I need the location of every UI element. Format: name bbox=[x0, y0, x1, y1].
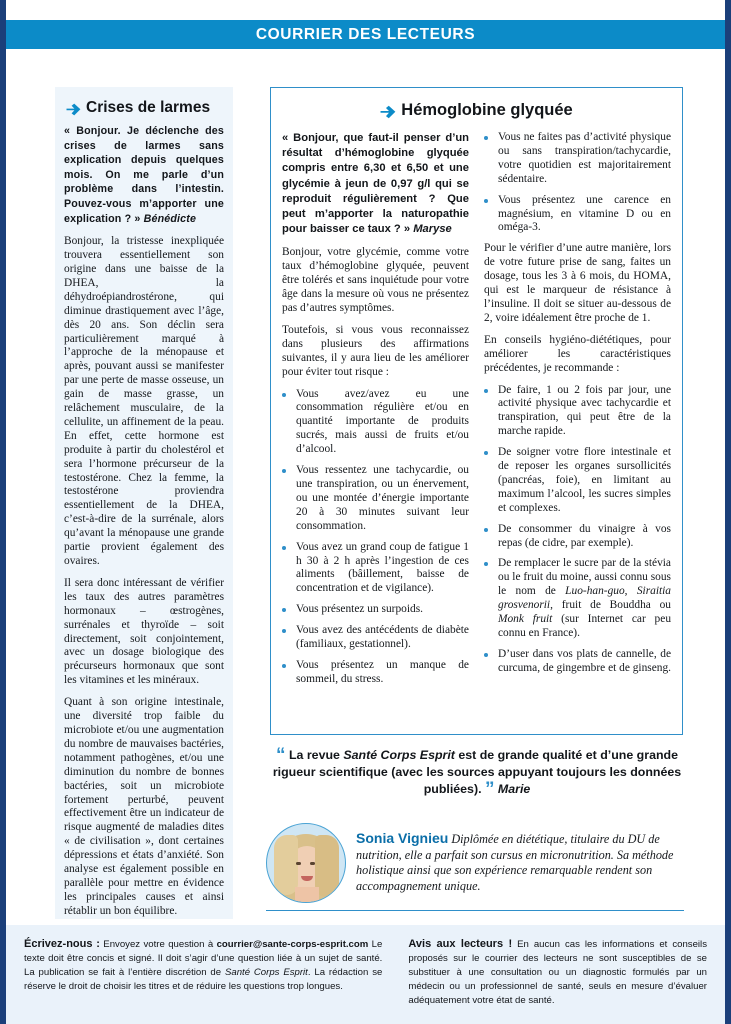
list-item: Vous avez/avez eu une consommation régulière et/ou en quantité importante de produits sucrés, mais aussi de fruits et/ou d’alcool. bbox=[282, 388, 469, 458]
left-paragraph-3: Quant à son origine intestinale, une diversité trop faible du microbiote et/ou une augmentation du nombre de mauvaises bactéries, notamment pathogènes, et/ou une diminution du nombre de bonnes bactéries, soit un microbiote fortement perturbé, peuvent effectivement être un indicateur de risque augmenté de maladies dites « de civilisation », dont certaines dépressions et états d’anxiété. Son analyse est également possible en parallèle pour mettre en évidence les principales causes et ainsi rétablir un bon équilibre. bbox=[64, 696, 224, 917]
author-name: Sonia Vignieu bbox=[356, 830, 449, 846]
feature-question-text: « Bonjour, que faut-il penser d’un résultat d’hémoglobine glyquée compris entre 6,30 et 6,50 et une glycémie à jeun de 0,97 g/l qui se reproduit régulièrement ? Que peut m’apporter la naturopathie pour baisser ce taux ? » bbox=[282, 132, 469, 236]
list-item: D’user dans vos plats de cannelle, de curcuma, de gingembre et de ginseng. bbox=[484, 648, 671, 676]
footer-right-body: En aucun cas les informations et conseils proposés sur le courrier des lecteurs ne sont susceptibles de se substituer à une consultation ou un diagnostic formulés par un médecin ou un professionnel de santé, seuls en mesure d’évaluer adéquatement votre état de santé. bbox=[408, 939, 707, 1006]
author-bio-text bbox=[356, 831, 682, 894]
left-question-text: « Bonjour. Je déclenche des crises de larmes sans explication depuis quelques mois. On me parle d’un problème dans l’intestin. Pouvez-vous m’apporter une explication ? » bbox=[64, 125, 224, 225]
left-article-heading bbox=[66, 99, 224, 117]
list-item: De soigner votre flore intestinale et de reposer les organes sursollicités (pancréas, foie), en limitant au maximum l’alcool, les sucres simples et complexes. bbox=[484, 446, 671, 516]
testimonial-text-after: est de grande qualité et d’une grande rigueur scientifique (avec les sources appuyant toujours les données publiées). bbox=[272, 748, 682, 796]
feature-heading bbox=[282, 101, 671, 120]
feature-left-bullet-list bbox=[282, 388, 469, 687]
footer-left-body-2: . La rédaction se réserve le droit de choisir les titres et de réduire les questions trop longues. bbox=[24, 967, 383, 992]
left-paragraph-1: Bonjour, la tristesse inexpliquée trouvera essentiellement son origine dans une baisse de la DHEA, la déhydroépiandrostérone, qui diminue drastiquement avec l’âge, dès 20 ans. Son déclin sera particulièrement marqué à l’approche de la ménopause et après, pouvant aussi se manifester par une perte de masse osseuse, un gain de masse grasse, un relâchement musculaire, de la cellulite, un affinement de la peau. En effet, cette hormone est produite à partir du cholestérol et sera l’hormone précurseur de la testostérone. Chez la femme, la testostérone proviendra essentiellement de la DHEA, c’est-à-dire de la surrénale, alors qu’avant la ménopause une grande partie provient également des ovaires. bbox=[64, 235, 224, 567]
footer-right-heading: Avis aux lecteurs ! bbox=[408, 938, 513, 950]
feature-right-bullet-list-bottom bbox=[484, 384, 671, 676]
feature-column-right bbox=[484, 131, 671, 694]
author-description: Diplômée en diététique, titulaire du DU de nutrition, elle a parfait son cursus en micronutrition. Sa méthode holistique ainsi que son expérience remarquable rendent son accompagnement unique. bbox=[356, 832, 674, 893]
main-content bbox=[0, 75, 731, 920]
list-item: Vous présentez un surpoids. bbox=[282, 603, 469, 617]
contact-email[interactable]: courrier@sante-corps-esprit.com bbox=[216, 939, 369, 950]
list-item: De remplacer le sucre par de la stévia ou le fruit du moine, aussi connu sous le nom de Luo-han-guo, Siraitia grosvenorii, fruit de Bouddha ou Monk fruit (sur Internet car peu connu en France). bbox=[484, 557, 671, 640]
left-article-title: Crises de larmes bbox=[86, 99, 211, 116]
page-footer bbox=[6, 925, 725, 1024]
section-banner bbox=[6, 20, 725, 49]
feature-right-paragraph-1: Pour le vérifier d’une autre manière, lors de votre future prise de sang, faites un dosage, tous les 3 à 6 mois, du HOMA, qui est le marqueur de résistance à l’insuline. Il doit se situer au-dessous de 2, voire idéalement être proche de 1. bbox=[484, 242, 671, 324]
feature-left-paragraph-1: Bonjour, votre glycémie, comme votre taux d’hémoglobine glyquée, peuvent être tolérés et sans inquiétude pour votre âge dans la mesure où vous ne présentez pas d’autres symptômes. bbox=[282, 246, 469, 315]
quote-open-icon: “ bbox=[276, 745, 286, 766]
list-item: Vous ressentez une tachycardie, ou une transpiration, ou un énervement, ou une montée d’énergie importante 20 à 30 minutes suivant leur consommation. bbox=[282, 464, 469, 534]
reader-testimonial bbox=[272, 747, 682, 798]
article-hemoglobine-glyquee bbox=[270, 87, 683, 735]
testimonial-text-before: La revue bbox=[288, 748, 344, 762]
footer-left-magazine: Santé Corps Esprit bbox=[224, 967, 308, 978]
feature-columns bbox=[282, 131, 671, 694]
author-bio bbox=[266, 823, 684, 911]
feature-column-left bbox=[282, 131, 469, 694]
left-paragraph-2: Il sera donc intéressant de vérifier les taux des autres paramètres hormonaux – œstrogènes, surrénales et thyroïde – soit directement, soit conjointement, avec un dosage biologique des précurseurs hormonaux que sont les vitamines et les minéraux. bbox=[64, 576, 224, 687]
list-item: Vous présentez une carence en magnésium, en vitamine D ou en oméga-3. bbox=[484, 194, 671, 236]
footer-left-body-1: Le texte doit être concis et signé. Il doit s’agir d’une question liée à un sujet de santé. La publication se fait à l’entière discrétion de bbox=[24, 939, 383, 978]
list-item: Vous avez des antécédents de diabète (familiaux, gestationnel). bbox=[282, 624, 469, 652]
left-question-signature: Bénédicte bbox=[143, 212, 197, 225]
list-item: De faire, 1 ou 2 fois par jour, une activité physique avec tachycardie et transpiration, qui peut être de la marche rapide. bbox=[484, 384, 671, 440]
article-crises-de-larmes bbox=[55, 87, 233, 919]
list-item: De consommer du vinaigre à vos repas (de cidre, par exemple). bbox=[484, 523, 671, 551]
footer-reader-notice bbox=[408, 937, 707, 1014]
list-item: Vous présentez un manque de sommeil, du stress. bbox=[282, 659, 469, 687]
footer-left-intro: Envoyez votre question à bbox=[99, 939, 217, 950]
avatar bbox=[266, 823, 346, 903]
quote-close-icon: ” bbox=[484, 779, 495, 800]
arrow-right-icon bbox=[380, 105, 395, 118]
arrow-right-icon bbox=[66, 103, 81, 116]
testimonial-magazine-name: Santé Corps Esprit bbox=[343, 748, 455, 762]
left-article-question bbox=[64, 124, 224, 226]
testimonial-author: Marie bbox=[497, 782, 531, 796]
footer-write-to-us bbox=[24, 937, 382, 1014]
banner-title: COURRIER DES LECTEURS bbox=[255, 25, 476, 43]
footer-left-heading: Écrivez-nous : bbox=[24, 938, 100, 950]
feature-right-paragraph-2: En conseils hygiéno-diététiques, pour améliorer les caractéristiques précédentes, je recommande : bbox=[484, 333, 671, 374]
feature-title: Hémoglobine glyquée bbox=[401, 101, 573, 119]
list-item: Vous ne faites pas d’activité physique ou sans transpiration/tachycardie, votre quotidien est majoritairement sédentaire. bbox=[484, 131, 671, 187]
feature-left-paragraph-2: Toutefois, si vous vous reconnaissez dans plusieurs des affirmations suivantes, il y aura lieu de les améliorer pour éviter tout risque : bbox=[282, 323, 469, 378]
feature-question bbox=[282, 131, 469, 237]
feature-right-bullet-list-top bbox=[484, 131, 671, 235]
list-item: Vous avez un grand coup de fatigue 1 h 30 à 2 h après l’ingestion de ces aliments (bâillement, baisse de concentration et de vigilance). bbox=[282, 541, 469, 597]
feature-question-signature: Maryse bbox=[413, 223, 452, 236]
